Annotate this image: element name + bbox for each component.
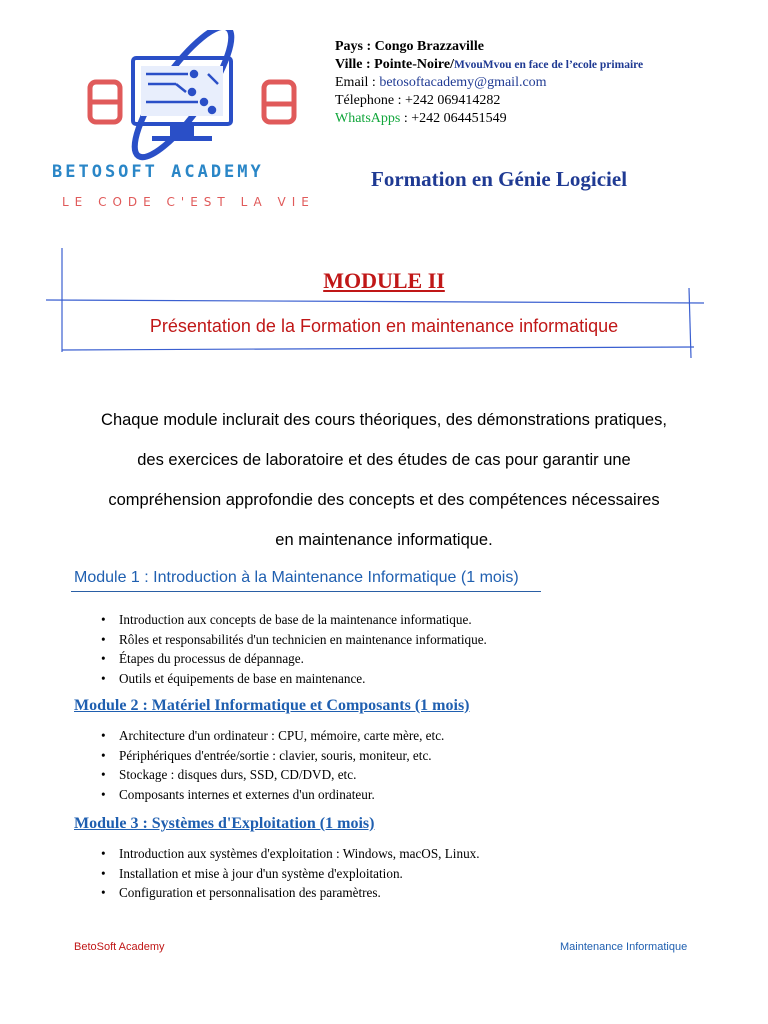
module-1-underline (71, 591, 541, 592)
footer-topic: Maintenance Informatique (560, 941, 688, 953)
whatsapp-number: : +242 064451549 (400, 111, 507, 126)
module-1-title: Module 1 : Introduction à la Maintenance Informatique (1 mois) (74, 569, 519, 586)
list-item: • Périphériques d'entrée/sortie : clavier, souris, moniteur, etc. (119, 746, 444, 766)
list-item: • Rôles et responsabilités d'un technicien en maintenance informatique. (119, 630, 487, 650)
formation-title: Formation en Génie Logiciel (371, 167, 628, 191)
intro-line: compréhension approfondie des concepts et des compétences nécessaires (108, 491, 660, 509)
list-item: • Stockage : disques durs, SSD, CD/DVD, etc. (119, 765, 444, 785)
phone: Télephone : +242 069414282 (335, 93, 501, 108)
email-label: Email : (335, 75, 380, 90)
city: Ville : Pointe-Noire/ (335, 57, 454, 72)
module-1-list (96, 610, 487, 688)
email-link[interactable]: betosoftacademy@gmail.com (379, 75, 547, 90)
intro-line: en maintenance informatique. (275, 531, 493, 549)
intro-line: Chaque module inclurait des cours théoriques, des démonstrations pratiques, (101, 411, 667, 429)
list-item: • Introduction aux systèmes d'exploitation : Windows, macOS, Linux. (119, 844, 480, 864)
list-item: • Introduction aux concepts de base de la maintenance informatique. (119, 610, 487, 630)
module-title: MODULE II (323, 268, 445, 293)
list-item: • Architecture d'un ordinateur : CPU, mémoire, carte mère, etc. (119, 726, 444, 746)
city-detail: MvouMvou en face de l’ecole primaire (453, 59, 644, 71)
list-item: • Configuration et personnalisation des paramètres. (119, 883, 480, 903)
logo-slogan: LE CODE C'EST LA VIE (62, 195, 315, 209)
logo-name: BETOSOFT ACADEMY (52, 162, 264, 182)
footer-academy: BetoSoft Academy (74, 941, 165, 953)
list-item: • Composants internes et externes d'un ordinateur. (119, 785, 444, 805)
whatsapp-label: WhatsApps (335, 111, 401, 126)
module-2-title: Module 2 : Matériel Informatique et Composants (1 mois) (74, 697, 470, 714)
list-item: • Outils et équipements de base en maintenance. (119, 669, 487, 689)
module-3-title: Module 3 : Systèmes d'Exploitation (1 mois) (74, 815, 375, 832)
list-item: • Étapes du processus de dépannage. (119, 649, 487, 669)
list-item: • Installation et mise à jour d'un système d'exploitation. (119, 864, 480, 884)
intro-line: des exercices de laboratoire et des études de cas pour garantir une (137, 451, 631, 469)
module-2-list (96, 726, 444, 804)
country: Pays : Congo Brazzaville (335, 39, 484, 54)
module-3-list (96, 844, 480, 903)
intro-paragraph (40, 400, 728, 560)
module-subtitle: Présentation de la Formation en maintenance informatique (149, 316, 619, 336)
